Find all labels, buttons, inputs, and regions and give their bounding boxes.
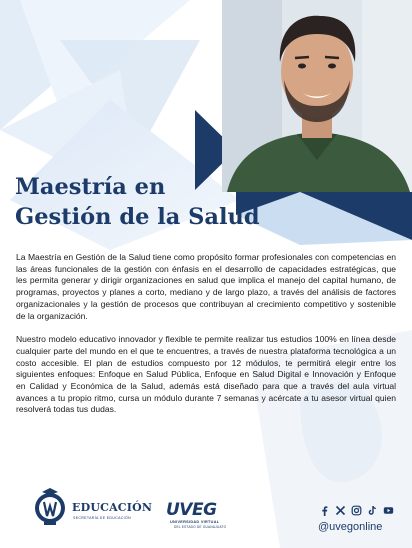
footer xyxy=(0,486,412,548)
portrait-photo xyxy=(222,0,412,192)
man-portrait-image xyxy=(222,0,412,192)
social-handle[interactable]: @uvegonline xyxy=(318,521,383,533)
description-paragraph-1: La Maestría en Gestión de la Salud tiene como propósito formar profesionales con competencias en las áreas funcionales de la gestión con énfasis en el desarrollo de capacidades estratégicas, que les permita generar y dirigir organizaciones en salud que implica el manejo del capital humano, de programas, proyectos y planes a corto, mediano y de largo plazo, a través del análisis de factores organizacionales y la gestión de procesos que contribuyan al crecimiento competitivo y sostenible de la organización. xyxy=(16,252,396,321)
education-name: EDUCACIÓN xyxy=(72,501,153,514)
social-icons xyxy=(319,503,394,517)
x-icon[interactable] xyxy=(335,505,346,516)
youtube-icon[interactable] xyxy=(383,505,394,516)
education-emblem-icon xyxy=(32,486,68,528)
description xyxy=(16,252,396,428)
instagram-icon[interactable] xyxy=(351,505,362,516)
description-paragraph-2: Nuestro modelo educativo innovador y flexible te permite realizar tus estudios 100% en línea desde cualquier parte del mundo en el que te encuentres, a través de nuestra plataforma tecnológica a un costo accesible. El plan de estudios compuesto por 12 módulos, te permitirá elegir entre los siguientes enfoques: Enfoque en Salud Pública, Enfoque en Salud Digital e Innovación y Enfoque en Calidad y Económica de la Salud, además está diseñado para que a través del aula virtual avances a tu propio ritmo, cursa un módulo durante 7 semanas y acércate a tu asesor virtual quien resolverá todas tus dudas. xyxy=(16,334,396,415)
tiktok-icon[interactable] xyxy=(367,505,378,516)
uveg-subtitle-1: UNIVERSIDAD VIRTUAL xyxy=(170,520,220,524)
uveg-subtitle-2: DEL ESTADO DE GUANAJUATO xyxy=(174,525,227,529)
uveg-logo: UVEG xyxy=(166,500,217,520)
title-line-1: Maestría en xyxy=(15,174,166,200)
facebook-icon[interactable] xyxy=(319,505,330,516)
program-title xyxy=(15,172,260,232)
education-subtitle: SECRETARÍA DE EDUCACIÓN xyxy=(73,516,131,520)
title-line-2: Gestión de la Salud xyxy=(15,204,260,230)
